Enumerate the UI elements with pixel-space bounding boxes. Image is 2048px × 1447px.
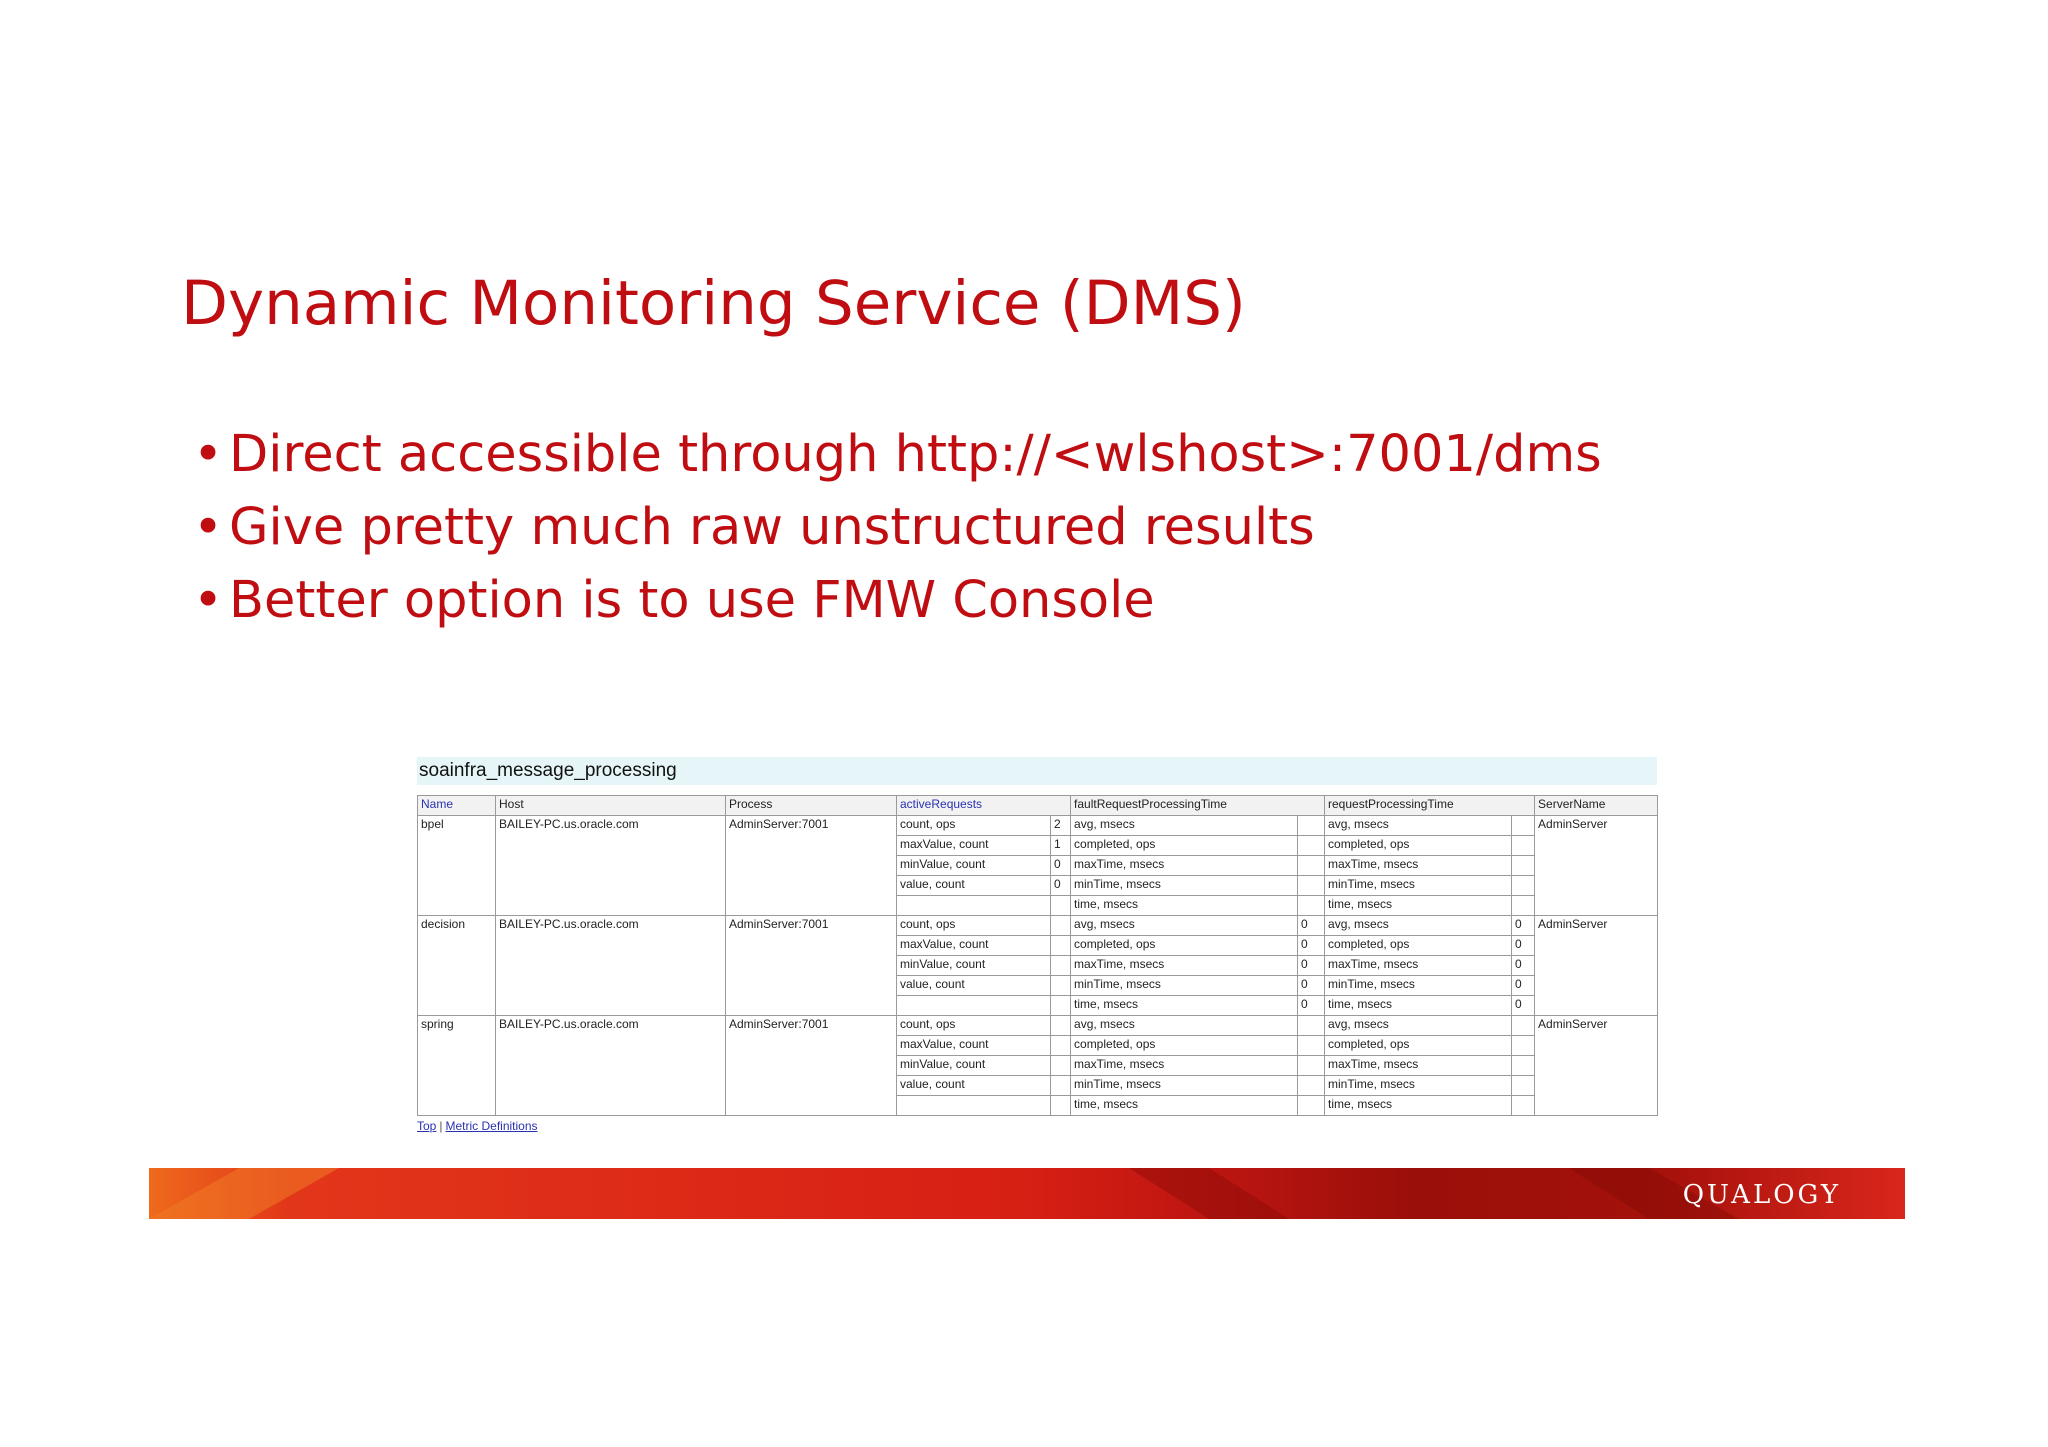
cell-request-value: 0 [1512, 956, 1535, 976]
cell-request-value: 0 [1512, 936, 1535, 956]
cell-request-label: time, msecs [1325, 896, 1512, 916]
cell-fault-label: avg, msecs [1071, 816, 1298, 836]
cell-active-value [1051, 896, 1071, 916]
cell-active-value [1051, 1016, 1071, 1036]
slide-title: Dynamic Monitoring Service (DMS) [181, 268, 1246, 339]
bullet-dot-icon: • [193, 498, 224, 557]
cell-fault-label: completed, ops [1071, 936, 1298, 956]
table-row [418, 816, 1658, 836]
cell-active-label: count, ops [897, 816, 1051, 836]
cell-server-name: AdminServer [1535, 816, 1658, 916]
bullet-text: Direct accessible through http://<wlshost>:7001/dms [229, 425, 1602, 484]
column-header-server-name: ServerName [1535, 796, 1658, 816]
cell-active-value [1051, 1036, 1071, 1056]
cell-fault-value [1298, 896, 1325, 916]
cell-fault-value [1298, 1016, 1325, 1036]
qualogy-logo: QUALOGY [1682, 1180, 1841, 1210]
cell-request-value [1512, 1036, 1535, 1056]
cell-fault-label: avg, msecs [1071, 916, 1298, 936]
column-header-host: Host [496, 796, 726, 816]
cell-active-value: 1 [1051, 836, 1071, 856]
cell-fault-label: completed, ops [1071, 836, 1298, 856]
cell-fault-value: 0 [1298, 996, 1325, 1016]
cell-name: spring [418, 1016, 496, 1116]
cell-active-label: maxValue, count [897, 1036, 1051, 1056]
cell-fault-value: 0 [1298, 916, 1325, 936]
cell-active-label [897, 1096, 1051, 1116]
table-row [418, 1016, 1658, 1036]
cell-active-label [897, 896, 1051, 916]
column-header-active-requests[interactable]: activeRequests [897, 796, 1071, 816]
cell-fault-label: minTime, msecs [1071, 1076, 1298, 1096]
footer-banner [149, 1168, 1905, 1219]
footer-separator: | [439, 1119, 443, 1133]
cell-request-label: time, msecs [1325, 996, 1512, 1016]
bullet-dot-icon: • [193, 425, 224, 484]
cell-request-value [1512, 1076, 1535, 1096]
cell-active-label: value, count [897, 1076, 1051, 1096]
cell-fault-value [1298, 856, 1325, 876]
bullet-item [193, 564, 1602, 637]
cell-fault-value: 0 [1298, 976, 1325, 996]
bullet-item [193, 418, 1602, 491]
cell-active-value: 0 [1051, 856, 1071, 876]
cell-fault-label: minTime, msecs [1071, 876, 1298, 896]
cell-active-label: minValue, count [897, 1056, 1051, 1076]
cell-request-value [1512, 856, 1535, 876]
table-body [418, 816, 1658, 1116]
cell-request-label: minTime, msecs [1325, 1076, 1512, 1096]
cell-process: AdminServer:7001 [726, 816, 897, 916]
bullet-dot-icon: • [193, 571, 224, 630]
cell-request-value [1512, 1096, 1535, 1116]
cell-request-label: time, msecs [1325, 1096, 1512, 1116]
cell-active-value [1051, 996, 1071, 1016]
cell-fault-label: minTime, msecs [1071, 976, 1298, 996]
cell-fault-value [1298, 1076, 1325, 1096]
cell-process: AdminServer:7001 [726, 1016, 897, 1116]
cell-request-label: avg, msecs [1325, 1016, 1512, 1036]
cell-request-label: completed, ops [1325, 1036, 1512, 1056]
cell-active-label: minValue, count [897, 956, 1051, 976]
cell-request-value [1512, 876, 1535, 896]
cell-fault-label: completed, ops [1071, 1036, 1298, 1056]
table-header-row [418, 796, 1658, 816]
cell-active-value [1051, 1096, 1071, 1116]
cell-fault-value [1298, 1036, 1325, 1056]
cell-request-value [1512, 816, 1535, 836]
table-row [418, 916, 1658, 936]
cell-active-value [1051, 956, 1071, 976]
cell-active-label: maxValue, count [897, 836, 1051, 856]
cell-request-label: minTime, msecs [1325, 876, 1512, 896]
cell-fault-value [1298, 876, 1325, 896]
bullet-text: Give pretty much raw unstructured results [229, 498, 1315, 557]
column-header-request-time: requestProcessingTime [1325, 796, 1535, 816]
cell-fault-label: maxTime, msecs [1071, 956, 1298, 976]
cell-fault-label: time, msecs [1071, 1096, 1298, 1116]
cell-active-label: count, ops [897, 916, 1051, 936]
cell-fault-value [1298, 1096, 1325, 1116]
cell-fault-value [1298, 836, 1325, 856]
cell-fault-value [1298, 816, 1325, 836]
bullet-text: Better option is to use FMW Console [229, 571, 1155, 630]
cell-process: AdminServer:7001 [726, 916, 897, 1016]
cell-name: bpel [418, 816, 496, 916]
cell-fault-label: time, msecs [1071, 896, 1298, 916]
cell-fault-value: 0 [1298, 936, 1325, 956]
cell-request-label: maxTime, msecs [1325, 1056, 1512, 1076]
cell-active-value [1051, 1076, 1071, 1096]
cell-request-value: 0 [1512, 916, 1535, 936]
cell-request-value [1512, 896, 1535, 916]
dms-table-header: soainfra_message_processing [417, 757, 1657, 785]
table-footer [417, 1119, 1657, 1133]
dms-screenshot [417, 757, 1657, 1133]
cell-request-label: avg, msecs [1325, 916, 1512, 936]
cell-active-label: value, count [897, 976, 1051, 996]
cell-active-label [897, 996, 1051, 1016]
cell-active-value [1051, 936, 1071, 956]
cell-name: decision [418, 916, 496, 1016]
column-header-name[interactable]: Name [418, 796, 496, 816]
cell-request-value [1512, 836, 1535, 856]
cell-request-label: avg, msecs [1325, 816, 1512, 836]
cell-fault-label: maxTime, msecs [1071, 1056, 1298, 1076]
cell-active-value [1051, 976, 1071, 996]
cell-active-value [1051, 916, 1071, 936]
cell-active-label: minValue, count [897, 856, 1051, 876]
bullet-list [193, 418, 1602, 637]
cell-active-value [1051, 1056, 1071, 1076]
cell-request-label: maxTime, msecs [1325, 856, 1512, 876]
cell-request-label: completed, ops [1325, 936, 1512, 956]
cell-host: BAILEY-PC.us.oracle.com [496, 816, 726, 916]
dms-metrics-table [417, 795, 1658, 1116]
cell-host: BAILEY-PC.us.oracle.com [496, 1016, 726, 1116]
column-header-fault-time: faultRequestProcessingTime [1071, 796, 1325, 816]
banner-graphic [149, 1168, 1905, 1219]
cell-host: BAILEY-PC.us.oracle.com [496, 916, 726, 1016]
cell-fault-label: time, msecs [1071, 996, 1298, 1016]
cell-active-value: 0 [1051, 876, 1071, 896]
cell-request-value [1512, 1056, 1535, 1076]
cell-request-value [1512, 1016, 1535, 1036]
cell-request-label: maxTime, msecs [1325, 956, 1512, 976]
metric-definitions-link[interactable]: Metric Definitions [445, 1119, 538, 1133]
cell-active-value: 2 [1051, 816, 1071, 836]
cell-active-label: count, ops [897, 1016, 1051, 1036]
column-header-process: Process [726, 796, 897, 816]
cell-request-value: 0 [1512, 976, 1535, 996]
cell-fault-value: 0 [1298, 956, 1325, 976]
top-link[interactable]: Top [417, 1119, 437, 1133]
cell-fault-value [1298, 1056, 1325, 1076]
bullet-item [193, 491, 1602, 564]
cell-active-label: maxValue, count [897, 936, 1051, 956]
cell-server-name: AdminServer [1535, 1016, 1658, 1116]
cell-request-label: minTime, msecs [1325, 976, 1512, 996]
cell-server-name: AdminServer [1535, 916, 1658, 1016]
cell-request-value: 0 [1512, 996, 1535, 1016]
cell-fault-label: avg, msecs [1071, 1016, 1298, 1036]
cell-fault-label: maxTime, msecs [1071, 856, 1298, 876]
cell-request-label: completed, ops [1325, 836, 1512, 856]
cell-active-label: value, count [897, 876, 1051, 896]
